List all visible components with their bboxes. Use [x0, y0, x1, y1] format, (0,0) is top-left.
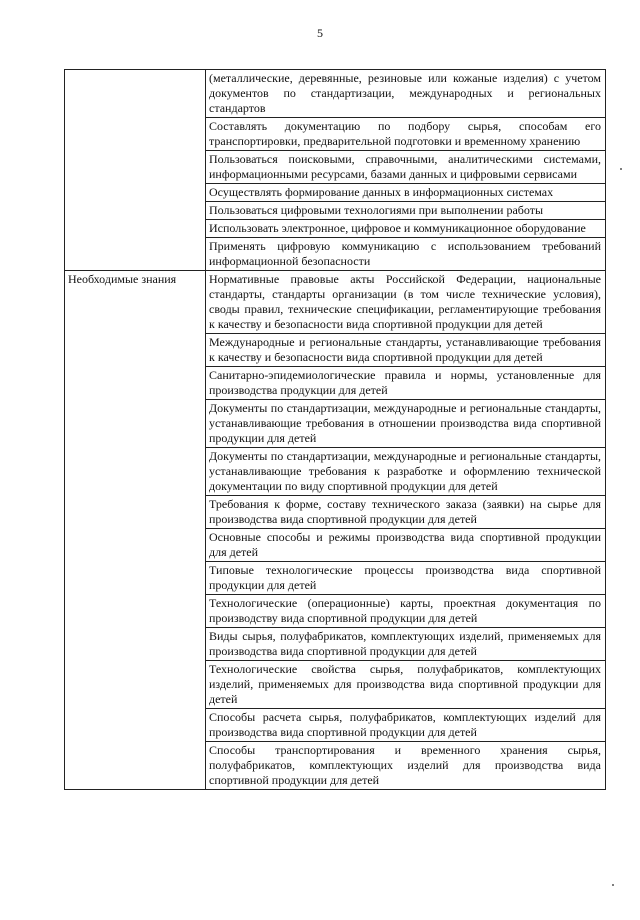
table-cell: Технологические свойства сырья, полуфабрикатов, комплектующих изделий, применяемых для производства вида спортивной продукции для детей: [206, 661, 606, 709]
table-cell: Санитарно-эпидемиологические правила и нормы, установленные для производства продукции для детей: [206, 367, 606, 400]
table-cell: Использовать электронное, цифровое и коммуникационное оборудование: [206, 220, 606, 238]
table-cell: Составлять документацию по подбору сырья, способам его транспортировки, предварительной подготовки и временному хранению: [206, 118, 606, 151]
table-cell: (металлические, деревянные, резиновые или кожаные изделия) с учетом документов по стандартизации, международных и региональных стандартов: [206, 70, 606, 118]
table-cell: Основные способы и режимы производства вида спортивной продукции для детей: [206, 529, 606, 562]
table-cell: Международные и региональные стандарты, устанавливающие требования к качеству и безопасности вида спортивной продукции для детей: [206, 334, 606, 367]
table-cell: Технологические (операционные) карты, проектная документация по производству вида спортивной продукции для детей: [206, 595, 606, 628]
scan-speck: [612, 884, 614, 886]
section-label-required-knowledge: Необходимые знания: [65, 271, 206, 790]
table-row: [65, 70, 606, 118]
table-cell: Документы по стандартизации, международные и региональные стандарты, устанавливающие требования к разработке и оформлению технической документации по виду спортивной продукции для детей: [206, 448, 606, 496]
table-row: [65, 271, 606, 334]
table-cell: Типовые технологические процессы производства вида спортивной продукции для детей: [206, 562, 606, 595]
table-cell: Осуществлять формирование данных в информационных системах: [206, 184, 606, 202]
scan-speck: [620, 168, 622, 170]
page-number: 5: [317, 26, 323, 40]
table-cell: Пользоваться поисковыми, справочными, аналитическими системами, информационными ресурсами, базами данных и цифровыми сервисами: [206, 151, 606, 184]
table-cell: Документы по стандартизации, международные и региональные стандарты, устанавливающие требования в отношении производства вида спортивной продукции для детей: [206, 400, 606, 448]
table-cell: Нормативные правовые акты Российской Федерации, национальные стандарты, стандарты организации (в том числе технические условия), своды правил, технические спецификации, регламентирующие требования к качеству и безопасности вида спортивной продукции для детей: [206, 271, 606, 334]
table-cell: Способы транспортирования и временного хранения сырья, полуфабрикатов, комплектующих изделий для производства вида спортивной продукции для детей: [206, 742, 606, 790]
table-cell: Требования к форме, составу технического заказа (заявки) на сырье для производства вида спортивной продукции для детей: [206, 496, 606, 529]
table-cell: Пользоваться цифровыми технологиями при выполнении работы: [206, 202, 606, 220]
table-cell: Способы расчета сырья, полуфабрикатов, комплектующих изделий для производства вида спортивной продукции для детей: [206, 709, 606, 742]
table-cell: Виды сырья, полуфабрикатов, комплектующих изделий, применяемых для производства вида спортивной продукции для детей: [206, 628, 606, 661]
section-label-cell: [65, 70, 206, 271]
requirements-table: [64, 69, 606, 790]
requirements-table-body: [65, 70, 606, 790]
table-cell: Применять цифровую коммуникацию с использованием требований информационной безопасности: [206, 238, 606, 271]
